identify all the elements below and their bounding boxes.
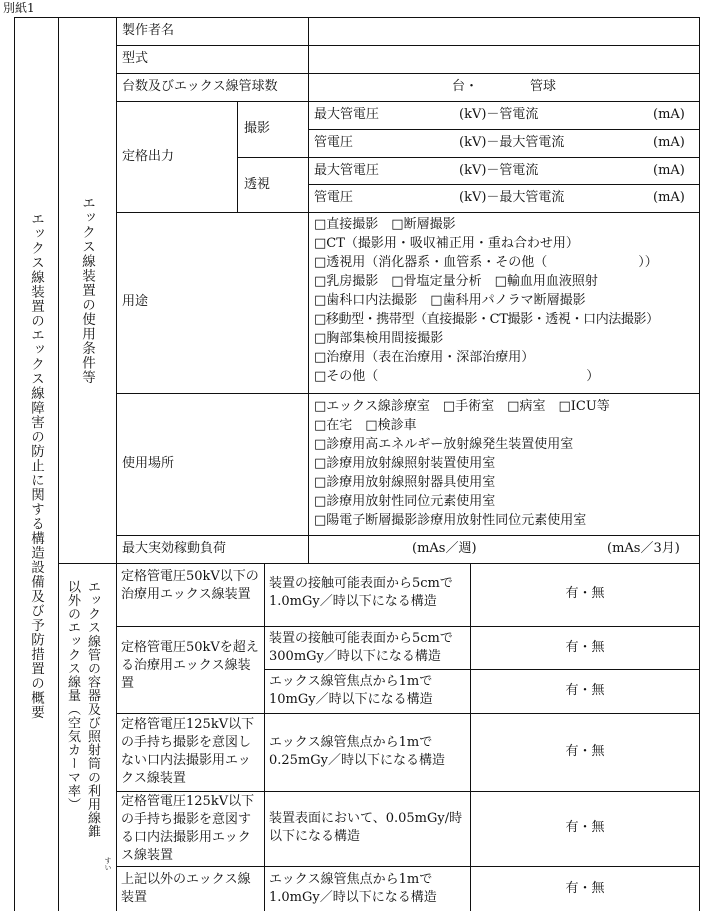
usage-option[interactable]: □透視用（消化器系・血管系・その他（ ）） <box>314 255 658 270</box>
place-option[interactable]: □陽電子断層撮影診療用放射性同位元素使用室 <box>314 513 587 528</box>
device-type: 定格管電圧125kV以下の手持ち撮影を意図しない口内法撮影用エックス線装置 <box>121 717 255 786</box>
tube-voltage-label: 管電圧 <box>314 135 354 150</box>
leakage-condition: エックス線管焦点から1mで0.25mGy／時以下になる構造 <box>269 735 446 768</box>
yes-no-answer[interactable]: 有・無 <box>565 881 605 896</box>
maker-value[interactable] <box>310 19 698 44</box>
count-value: 台・ 管球 <box>452 79 557 94</box>
row-divider <box>116 393 700 394</box>
kv-current-label: (kV)－管電流 <box>459 163 539 178</box>
row-divider <box>116 713 700 714</box>
row-divider <box>116 101 700 102</box>
column-divider <box>308 212 309 563</box>
table-border <box>14 17 15 911</box>
load-label: 最大実効稼動負荷 <box>122 541 227 556</box>
row-divider <box>116 73 700 74</box>
device-type: 定格管電圧50kV以下の治療用エックス線装置 <box>121 569 259 602</box>
rating-label: 定格出力 <box>122 149 175 164</box>
row-divider <box>308 184 700 185</box>
row-divider <box>116 866 700 867</box>
leakage-condition: 装置の接触可能表面から5cmで300mGy／時以下になる構造 <box>269 631 453 664</box>
ma-unit: (mA) <box>653 163 685 178</box>
kv-max-current-label: (kV)－最大管電流 <box>459 190 565 205</box>
yes-no-answer[interactable]: 有・無 <box>565 586 605 601</box>
load-week-unit: (mAs／週) <box>412 541 477 556</box>
usage-option[interactable]: □乳房撮影 □骨塩定量分析 □輸血用血液照射 <box>314 274 598 289</box>
maker-label: 製作者名 <box>122 23 175 38</box>
ma-unit: (mA) <box>653 107 685 122</box>
ruby-annotation: すい <box>104 857 112 871</box>
device-type: 上記以外のエックス線装置 <box>121 872 251 905</box>
row-divider <box>264 669 700 670</box>
count-label: 台数及びエックス線管球数 <box>122 79 278 94</box>
table-border <box>699 17 700 911</box>
model-value[interactable] <box>310 47 698 72</box>
ma-unit: (mA) <box>653 135 685 150</box>
outer-title: エックス線装置のエックス線障害の防止に関する構造設備及び予防措置の概要 <box>28 212 44 720</box>
usage-label: 用途 <box>122 294 149 309</box>
kv-max-current-label: (kV)－最大管電流 <box>459 135 565 150</box>
usage-option[interactable]: □歯科口内法撮影 □歯科用パノラマ断層撮影 <box>314 293 586 308</box>
yes-no-answer[interactable]: 有・無 <box>565 683 605 698</box>
place-option[interactable]: □エックス線診療室 □手術室 □病室 □ICU等 <box>314 399 610 414</box>
leakage-condition: 装置の接触可能表面から5cmで1.0mGy／時以下になる構造 <box>269 576 453 609</box>
place-option[interactable]: □診療用放射性同位元素使用室 <box>314 494 496 509</box>
section-title-leakage-line2: 以外のエックス線量（空気カーマ率） <box>65 580 80 812</box>
fluoroscopy-label: 透視 <box>244 177 271 192</box>
device-type: 定格管電圧50kVを超える治療用エックス線装置 <box>121 640 259 691</box>
max-voltage-label: 最大管電圧 <box>314 107 380 122</box>
usage-option[interactable]: □移動型・携帯型（直接撮影・CT撮影・透視・口内法撮影） <box>314 312 659 327</box>
row-divider <box>116 535 700 536</box>
column-divider <box>116 17 117 911</box>
column-divider <box>264 563 265 911</box>
ma-unit: (mA) <box>653 190 685 205</box>
load-3month-unit: (mAs／3月) <box>607 541 680 556</box>
usage-option[interactable]: □治療用（表在治療用・深部治療用） <box>314 350 535 365</box>
row-divider <box>116 45 700 46</box>
place-option[interactable]: □診療用放射線照射装置使用室 <box>314 456 496 471</box>
place-label: 使用場所 <box>122 456 175 471</box>
usage-option[interactable]: □直接撮影 □断層撮影 <box>314 217 456 232</box>
column-divider <box>58 17 59 911</box>
row-divider <box>308 129 700 130</box>
model-label: 型式 <box>122 51 149 66</box>
place-option[interactable]: □診療用高エネルギー放射線発生装置使用室 <box>314 437 574 452</box>
device-type: 定格管電圧125kV以下の手持ち撮影を意図する口内法撮影用エックス線装置 <box>121 794 255 863</box>
place-option[interactable]: □診療用放射線照射器具使用室 <box>314 475 496 490</box>
yes-no-answer[interactable]: 有・無 <box>565 744 605 759</box>
column-divider <box>308 17 309 212</box>
leakage-condition: 装置表面において、0.05mGy/時以下になる構造 <box>269 811 463 844</box>
place-option[interactable]: □在宅 □検診車 <box>314 418 417 433</box>
section-title-leakage-line1: エックス線管の容器及び照射筒の利用線錐 <box>85 580 100 839</box>
max-voltage-label: 最大管電圧 <box>314 163 380 178</box>
row-divider <box>116 791 700 792</box>
usage-option[interactable]: □CT（撮影用・吸収補正用・重ね合わせ用） <box>314 236 579 251</box>
usage-option[interactable]: □その他（ ） <box>314 369 600 384</box>
column-divider <box>237 101 238 212</box>
radiography-label: 撮影 <box>244 121 271 136</box>
section-title-usage-conditions: エックス線装置の使用条件等 <box>79 196 95 385</box>
row-divider <box>237 157 700 158</box>
column-divider <box>470 563 471 911</box>
row-divider <box>116 212 700 213</box>
yes-no-answer[interactable]: 有・無 <box>565 820 605 835</box>
row-divider <box>116 626 700 627</box>
row-divider <box>58 563 700 564</box>
tube-voltage-label: 管電圧 <box>314 190 354 205</box>
usage-option[interactable]: □胸部集検用間接撮影 <box>314 331 444 346</box>
sheet-label: 別紙1 <box>3 1 35 15</box>
yes-no-answer[interactable]: 有・無 <box>565 640 605 655</box>
leakage-condition: エックス線管焦点から1mで1.0mGy／時以下になる構造 <box>269 872 437 905</box>
leakage-condition: エックス線管焦点から1mで10mGy／時以下になる構造 <box>269 674 433 707</box>
kv-current-label: (kV)－管電流 <box>459 107 539 122</box>
